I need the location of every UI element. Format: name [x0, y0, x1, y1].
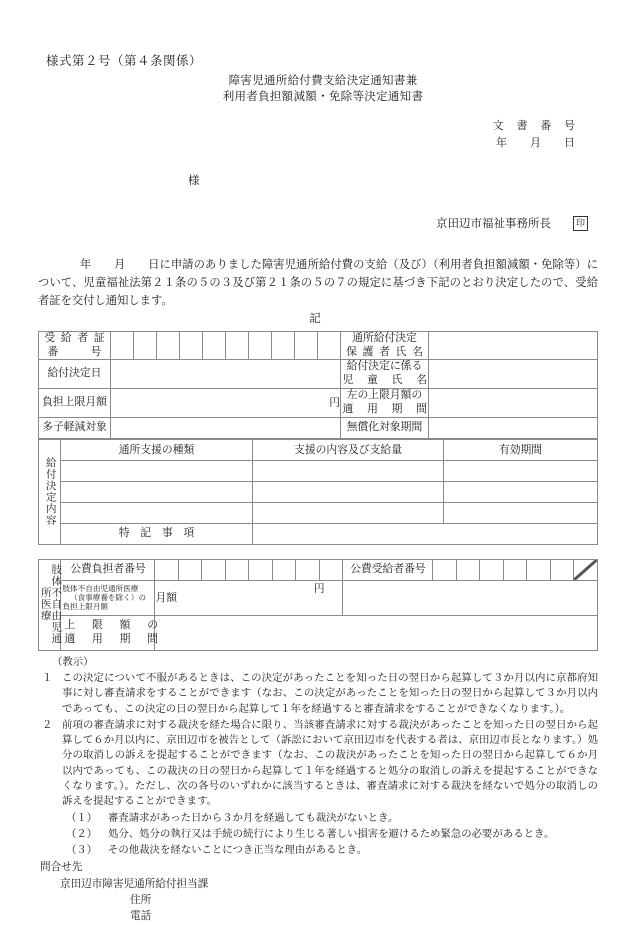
public-payer-label: 公費負担者番号: [61, 559, 155, 580]
table-row: [39, 460, 598, 481]
decision-date-value[interactable]: [111, 360, 341, 389]
instruction-item-2-number: ２: [42, 719, 53, 731]
cert-number-cell-4[interactable]: [180, 331, 203, 360]
cert-number-cell-6[interactable]: [226, 331, 249, 360]
contact-heading: 問合せ先: [40, 862, 83, 874]
instruction-item-2-text: 前項の審査請求に対する裁決を経た場合に限り、当該審査請求に対する裁決があったことを知った日の翌日から起算して６か月以内に、京田辺市を被告として（訴訟において京田辺市を代表する者は、京田辺市長となります。）処分の取消しの訴えを提起することができます（なお、この裁決があったことを知った日の翌日から起算して６か月以内であっても、この裁決の日の翌日から起算して１年を経過すると処分の取消しの訴えを提起することができなくなります。）。ただし、次の各号のいずれかに該当するときは、審査請求に対する裁決を経ないで処分の取消しの訴えを提起することができます。: [62, 719, 598, 808]
guardian-name-value[interactable]: [429, 331, 598, 360]
public-recipient-cell-3[interactable]: [480, 559, 504, 580]
medical-cap-value[interactable]: [155, 580, 343, 615]
instruction-item-2: [38, 718, 598, 810]
public-payer-cell-3[interactable]: [202, 559, 226, 580]
instruction-subitem-3-text: その他裁決を経ないことにつき正当な理由があるとき。: [108, 845, 368, 857]
content-row-2-detail[interactable]: [253, 481, 444, 502]
date-day-label: 日: [564, 136, 575, 149]
medical-cap-unit: 円: [313, 582, 325, 595]
instruction-subitem-3-number: （３）: [66, 845, 98, 857]
instruction-item-1-text: この決定について不服があるときは、この決定があったことを知った日の翌日から起算して３か月以内に京都府知事に対し審査請求をすることができます（なお、この決定があったことを知った日の翌日から起算して３か月以内であっても、この決定の日の翌日から起算して１年を経過すると審査請求をすることができなくなります。）。: [62, 672, 598, 715]
table-spacer: [38, 545, 598, 559]
table-row-decision-date: [39, 360, 598, 389]
medical-vertical-label: 肢体不自由児通所医療: [39, 559, 61, 650]
public-recipient-cell-4[interactable]: [503, 559, 527, 580]
public-payer-cell-7[interactable]: [296, 559, 320, 580]
public-recipient-cell-5[interactable]: [527, 559, 551, 580]
cap-period-label: 左の上限月額の 適 用 期 間: [341, 388, 429, 417]
col-header-valid-period: 有効期間: [444, 439, 598, 460]
form-number: 様式第２号（第４条関係）: [46, 54, 203, 68]
instruction-subitem-2: [38, 827, 598, 842]
contact-department: 京田辺市障害児通所給付担当課: [60, 878, 209, 890]
content-row-3-type[interactable]: [61, 502, 253, 523]
document-title-line1: 障害児通所給付費支給決定通知書兼: [228, 74, 418, 87]
table-row-multichild: [39, 417, 598, 438]
issuer-block: [38, 216, 598, 233]
table-row-remarks: [39, 523, 598, 544]
instruction-subitem-2-number: （２）: [66, 828, 98, 840]
cap-period-value[interactable]: [429, 388, 598, 417]
public-payer-cell-5[interactable]: [249, 559, 273, 580]
col-header-support-detail: 支援の内容及び支給量: [253, 439, 444, 460]
cert-number-cell-5[interactable]: [203, 331, 226, 360]
guardian-name-label: 通所給付決定 保 護 者 氏 名: [341, 331, 429, 360]
public-payer-cell-2[interactable]: [178, 559, 202, 580]
paragraph-year-label: 年: [80, 258, 92, 271]
content-row-2-period[interactable]: [444, 481, 598, 502]
instructions-section: [38, 655, 598, 859]
contact-phone-label: 電話: [130, 910, 152, 922]
medical-period-value[interactable]: [155, 615, 598, 650]
benefit-content-vertical-label: 給付決定内容: [39, 439, 61, 544]
table-row-certificate-number: [39, 331, 598, 360]
burden-cap-unit: 円: [329, 396, 340, 409]
medical-cap-label: 肢体不自由児通所医療 （食事療養を除く）の 負担上限月額: [61, 580, 155, 615]
table-row-medical-cap: [39, 580, 598, 615]
document-number-block: [38, 118, 598, 151]
addressee-honorific: 様: [188, 175, 200, 188]
content-row-1-detail[interactable]: [253, 460, 444, 481]
cert-number-label: 受 給 者 証 番 号: [39, 331, 111, 360]
contact-section: [38, 860, 598, 924]
table-row-public-payer: [39, 559, 598, 580]
benefit-content-table: [38, 439, 598, 545]
document-title-line2: 利用者負担額減額・免除等決定通知書: [222, 91, 424, 104]
instruction-subitem-1-text: 審査請求があった日から３か月を経過しても裁決がないとき。: [108, 812, 399, 824]
date-month-label: 月: [530, 136, 541, 149]
content-header-row: [39, 439, 598, 460]
seal-icon: 印: [573, 216, 588, 231]
paragraph-text: 日に申請のありました障害児通所給付費の支給（及び）（利用者負担額減額・免除等）について、児童福祉法第２１条の５の３及び第２１条の５の７の規定に基づき下記のとおり決定したので、受給者証を交付し通知します。: [38, 258, 598, 308]
cert-number-cell-9[interactable]: [295, 331, 318, 360]
contact-address-label: 住所: [130, 894, 152, 906]
instruction-item-1: [38, 671, 598, 717]
ki-marker: 記: [309, 313, 321, 326]
cert-number-cell-1[interactable]: [111, 331, 134, 360]
decision-date-label: 給付決定日: [39, 360, 111, 389]
document-number-label: 文 書 番 号: [492, 120, 580, 133]
public-recipient-cell-6[interactable]: [550, 559, 574, 580]
medical-cap-right-value[interactable]: [343, 580, 598, 615]
medical-care-table: [38, 559, 598, 651]
free-period-label: 無償化対象期間: [341, 417, 429, 438]
document-date-line: [38, 135, 580, 152]
public-recipient-cell-7-slashed[interactable]: [574, 559, 598, 580]
table-row: [39, 481, 598, 502]
instruction-subitem-3: [38, 843, 598, 858]
multichild-value[interactable]: [111, 417, 341, 438]
content-row-2-type[interactable]: [61, 481, 253, 502]
instruction-subitem-2-text: 処分、処分の執行又は手続の続行により生じる著しい損害を避けるため緊急の必要があるとき。: [108, 828, 555, 840]
cert-number-cell-7[interactable]: [249, 331, 272, 360]
free-period-value[interactable]: [429, 417, 598, 438]
public-payer-cell-6[interactable]: [272, 559, 296, 580]
instruction-subitem-1-number: （１）: [66, 812, 98, 824]
issuer-name: 京田辺市福祉事務所長: [436, 218, 551, 231]
table-row-medical-period: [39, 615, 598, 650]
instructions-heading: （教示）: [52, 656, 94, 668]
cert-number-cell-10[interactable]: [318, 331, 341, 360]
table-row: [39, 502, 598, 523]
table-row-burden-cap: [39, 388, 598, 417]
col-header-support-type: 通所支援の種類: [61, 439, 253, 460]
public-payer-cell-1[interactable]: [155, 559, 179, 580]
remarks-value[interactable]: [253, 523, 598, 544]
public-recipient-cell-2[interactable]: [456, 559, 480, 580]
date-year-label: 年: [496, 136, 507, 149]
medical-period-label: 上 限 額 の 適 用 期 間: [61, 615, 155, 650]
content-row-1-type[interactable]: [61, 460, 253, 481]
remarks-label: 特 記 事 項: [61, 523, 253, 544]
child-name-value[interactable]: [429, 360, 598, 389]
burden-cap-value[interactable]: [111, 388, 341, 417]
content-row-1-period[interactable]: [444, 460, 598, 481]
medical-cap-monthly-label: 月額: [155, 591, 178, 604]
paragraph-month-label: 月: [114, 258, 126, 271]
content-row-3-period[interactable]: [444, 502, 598, 523]
cert-number-cell-8[interactable]: [272, 331, 295, 360]
instruction-subitem-1: [38, 811, 598, 826]
cert-number-cell-3[interactable]: [157, 331, 180, 360]
benefit-decision-table: [38, 331, 598, 439]
public-payer-cell-8[interactable]: [319, 559, 343, 580]
public-payer-cell-4[interactable]: [225, 559, 249, 580]
document-title: [38, 73, 598, 106]
public-recipient-label: 公費受給者番号: [343, 559, 433, 580]
content-row-3-detail[interactable]: [253, 502, 444, 523]
decision-paragraph: [38, 256, 598, 311]
public-recipient-cell-1[interactable]: [433, 559, 457, 580]
child-name-label: 給付決定に係る 児 童 氏 名: [341, 360, 429, 389]
instruction-item-1-number: １: [42, 672, 53, 684]
cert-number-cell-2[interactable]: [134, 331, 157, 360]
burden-cap-label: 負担上限月額: [39, 388, 111, 417]
multichild-label: 多子軽減対象: [39, 417, 111, 438]
